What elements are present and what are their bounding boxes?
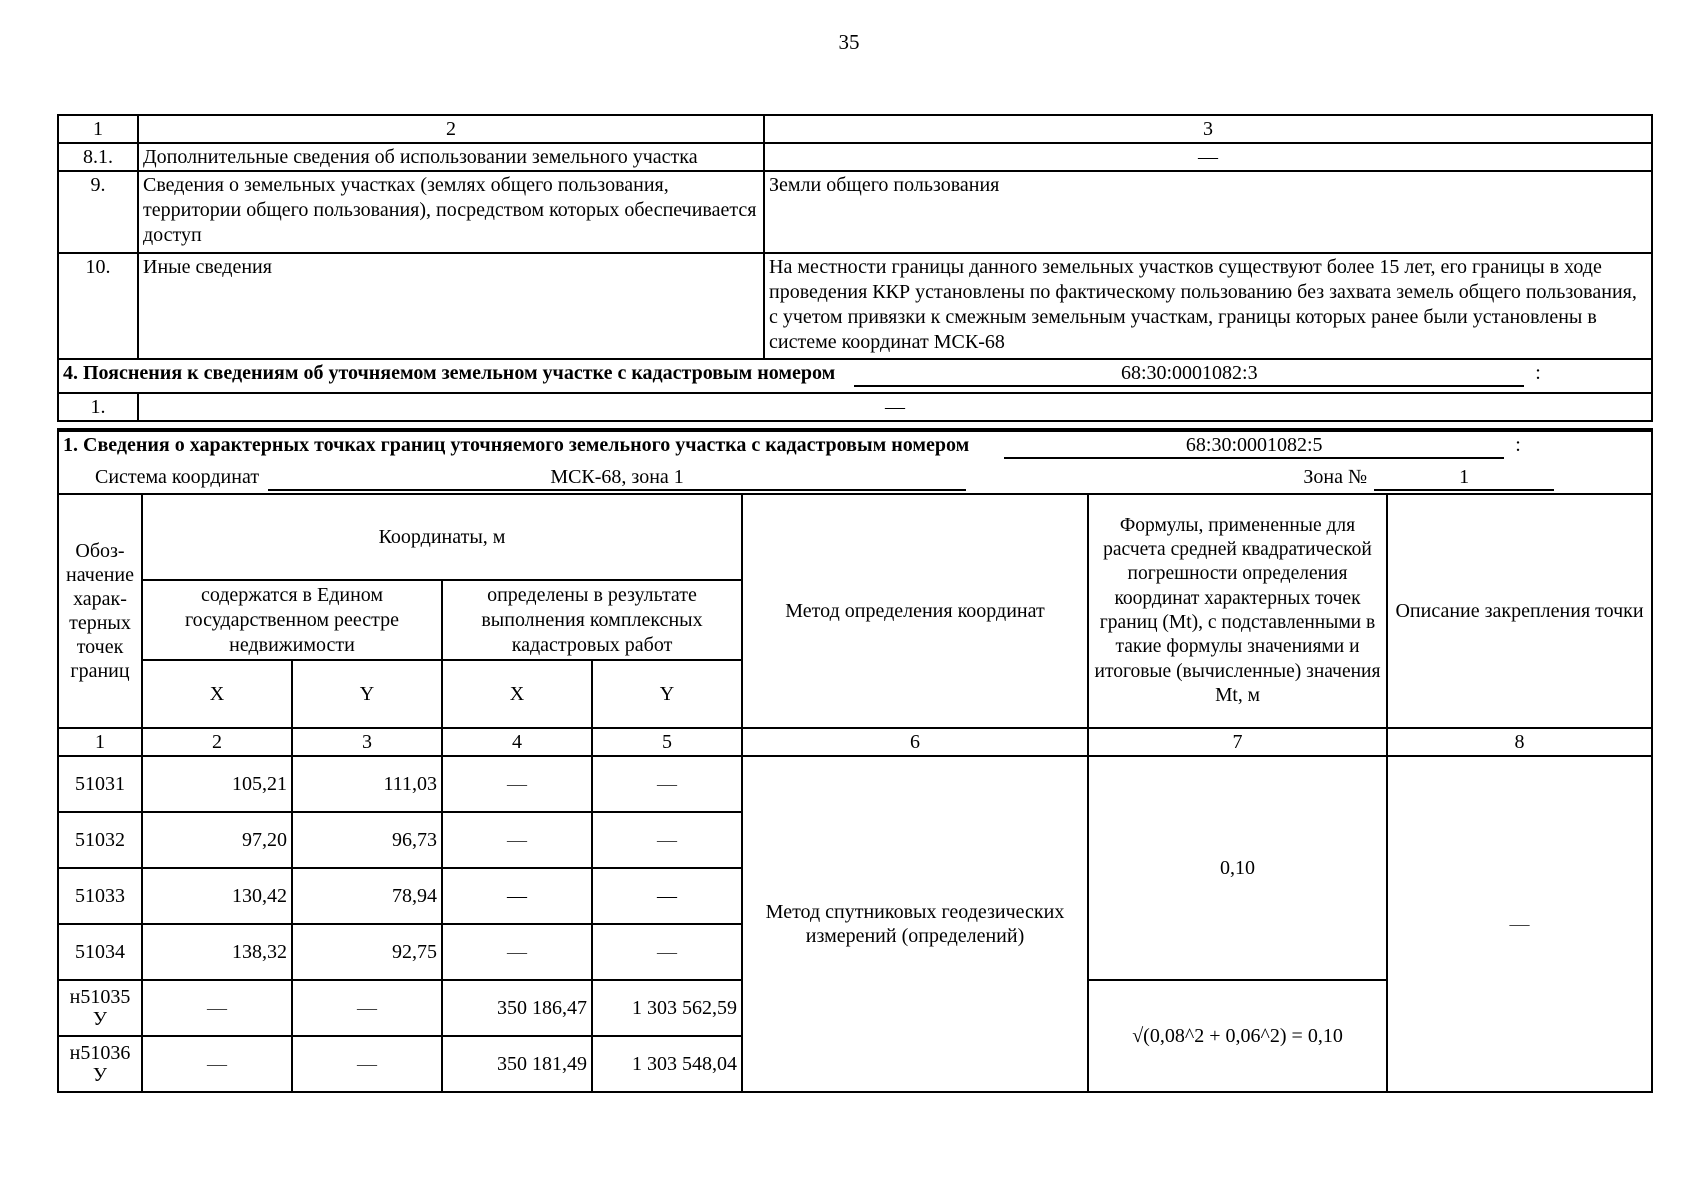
section-4-title: 4. Пояснения к сведениям об уточняемом земельном участке с кадастровым номером [63,362,836,384]
row-value: — [138,393,1652,421]
point-name: н51035 У [58,980,142,1036]
coords-header: Координаты, м [142,494,742,580]
point-y2: 1 303 548,04 [592,1036,742,1092]
point-name: 51031 [58,756,142,812]
table-row [58,253,1652,359]
mt-value-1: 0,10 [1088,756,1387,980]
point-y1: 92,75 [292,924,442,980]
column-number-row [58,728,1652,756]
coord-system-cell [58,464,1652,494]
col-number: 6 [742,728,1088,756]
row-label: Иные сведения [138,253,764,359]
row-value: — [764,143,1652,171]
section-4-colon: : [1535,362,1541,384]
col-number: 3 [764,115,1652,143]
col-number: 5 [592,728,742,756]
point-y1: 78,94 [292,868,442,924]
point-x2: 350 186,47 [442,980,592,1036]
col-number: 4 [442,728,592,756]
point-x1: 138,32 [142,924,292,980]
row-value: На местности границы данного земельных участков существуют более 15 лет, его границы в ходе проведения ККР установлены по фактическому пользованию без захвата земель общего пользования, с учетом привязки к смежным земельным участкам, границы которых ранее были установлены в системе координат МСК-68 [764,253,1652,359]
header-row-1 [58,494,1652,580]
point-y2: 1 303 562,59 [592,980,742,1036]
section-1-title-cell [58,430,1652,464]
point-x1: 105,21 [142,756,292,812]
method-header: Метод определения координат [742,494,1088,728]
table-row [58,756,1652,812]
point-x1: 130,42 [142,868,292,924]
section-1-cadastral-number: 68:30:0001082:5 [1004,433,1504,459]
row-number: 8.1. [58,143,138,171]
point-name: 51033 [58,868,142,924]
point-x2: — [442,756,592,812]
col-number: 2 [142,728,292,756]
column-number-row [58,115,1652,143]
mt-value-2: √(0,08^2 + 0,06^2) = 0,10 [1088,980,1387,1092]
point-name: н51036 У [58,1036,142,1092]
y-header: Y [292,660,442,728]
x-header: X [442,660,592,728]
point-y1: 96,73 [292,812,442,868]
row-number: 9. [58,171,138,253]
coord-system-row [58,464,1652,494]
point-y2: — [592,756,742,812]
point-name: 51034 [58,924,142,980]
zone-value: 1 [1374,465,1554,491]
row-label: Дополнительные сведения об использовании земельного участка [138,143,764,171]
section-1-colon: : [1515,434,1521,456]
section-1-title-row [58,430,1652,464]
point-name: 51032 [58,812,142,868]
by-kkr-header: определены в результате выполнения комплексных кадастровых работ [442,580,742,660]
point-y2: — [592,812,742,868]
point-y1: — [292,1036,442,1092]
row-number: 1. [58,393,138,421]
section-4-header-row [58,359,1652,393]
coord-system-value: МСК-68, зона 1 [268,465,966,491]
point-y2: — [592,868,742,924]
point-x1: — [142,980,292,1036]
y-header: Y [592,660,742,728]
section-1-title: 1. Сведения о характерных точках границ уточняемого земельного участка с кадастровым номером [63,434,970,456]
table-row [58,393,1652,421]
page-number: 35 [838,30,860,54]
point-y2: — [592,924,742,980]
table-row [58,171,1652,253]
col-number: 7 [1088,728,1387,756]
col-number: 8 [1387,728,1652,756]
description-header: Описание закрепления точки [1387,494,1652,728]
row-number: 10. [58,253,138,359]
point-x2: — [442,868,592,924]
coord-system-label: Система координат [95,466,260,488]
section-4-header [58,359,1652,393]
parcel-info-table [57,114,1653,422]
point-y1: 111,03 [292,756,442,812]
method-value: Метод спутниковых геодезических измерений (определений) [742,756,1088,1092]
formulas-header: Формулы, примененные для расчета средней квадратической погрешности определения координат характерных точек границ (Mt), с подставленными в такие формулы значениями и итоговые (вычисленные) значения Mt, м [1088,494,1387,728]
point-x2: — [442,812,592,868]
point-x2: 350 181,49 [442,1036,592,1092]
row-value: Земли общего пользования [764,171,1652,253]
in-egrn-header: содержатся в Едином государственном реестре недвижимости [142,580,442,660]
section-4-cadastral-number: 68:30:0001082:3 [854,361,1524,387]
col-number: 2 [138,115,764,143]
zone-label: Зона № [1303,466,1368,488]
boundary-points-table [57,428,1653,1093]
table-row [58,143,1652,171]
point-y1: — [292,980,442,1036]
description-value: — [1387,756,1652,1092]
point-x1: — [142,1036,292,1092]
designation-header: Обоз-начение харак-терных точек границ [58,494,142,728]
point-x2: — [442,924,592,980]
col-number: 3 [292,728,442,756]
x-header: X [142,660,292,728]
row-label: Сведения о земельных участках (землях общего пользования, территории общего пользования), посредством которых обеспечивается доступ [138,171,764,253]
col-number: 1 [58,115,138,143]
point-x1: 97,20 [142,812,292,868]
col-number: 1 [58,728,142,756]
